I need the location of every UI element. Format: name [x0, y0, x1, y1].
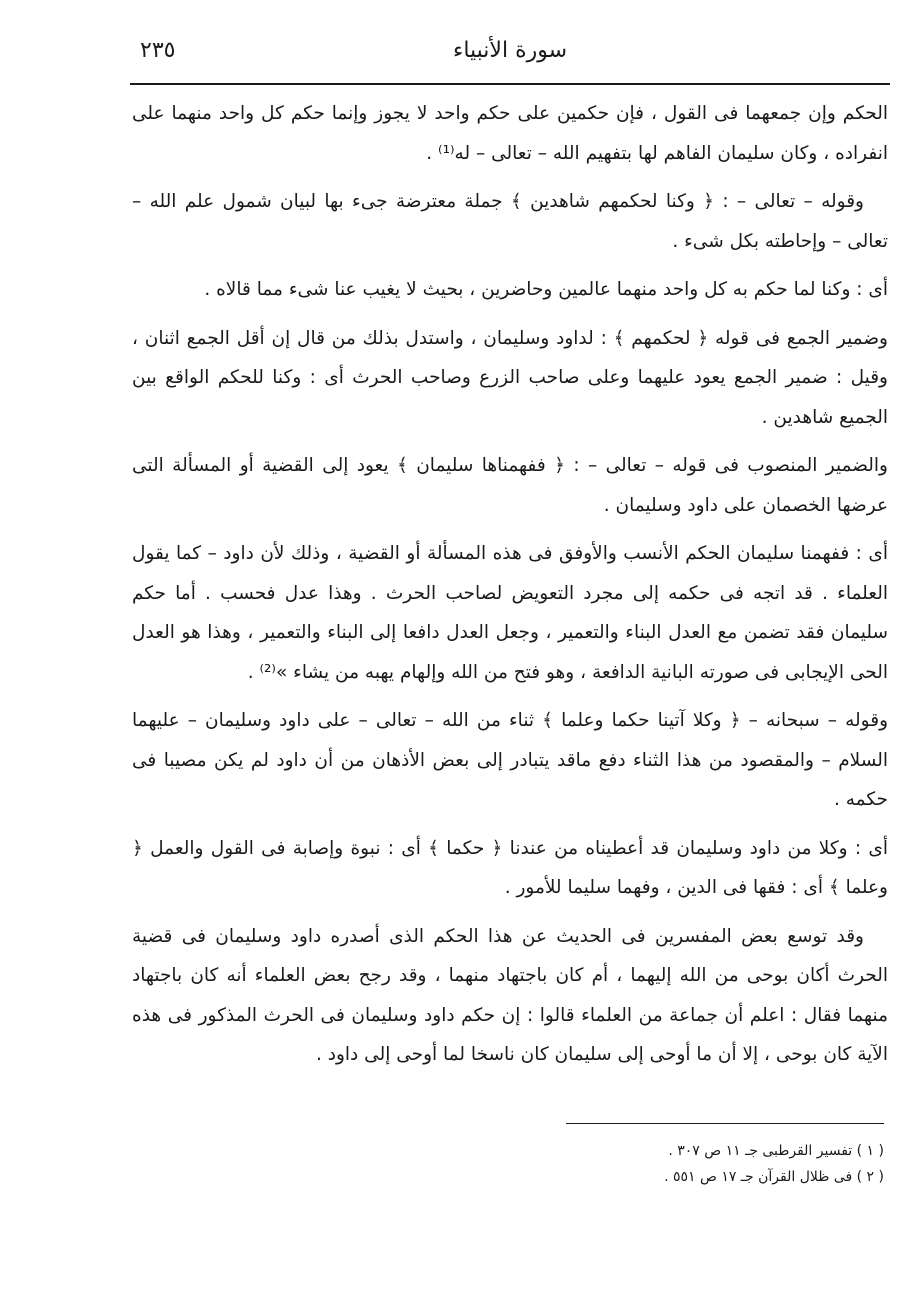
footnotes: [500, 1138, 884, 1190]
paragraph-1: الحكم وإن جمعهما فى القول ، فإن حكمين على حكم واحد لا يجوز وإنما حكم كل واحد منهما على انفراده ، وكان سليمان الفاهم لها بتفهيم الله – تعالى – له⁽¹⁾ .: [132, 103, 888, 164]
footnote-1: ( ١ ) تفسير القرطبى جـ ١١ ص ٣٠٧ .: [668, 1143, 884, 1159]
main-text: [132, 94, 888, 1084]
paragraph-6: أى : ففهمنا سليمان الحكم الأنسب والأوفق فى هذه المسألة أو القضية ، وذلك لأن داود – كما يقول العلماء . قد اتجه فى حكمه إلى مجرد التعويض لصاحب الحرث . وهذا عدل فحسب . أما حكم سليمان فقد تضمن مع العدل البناء والتعمير ، وجعل العدل دافعا إلى البناء والتعمير ، وهذا هو العدل الحى الإيجابى فى صورته البانية الدافعة ، وهو فتح من الله وإلهام يهبه من يشاء »⁽²⁾ .: [132, 543, 888, 683]
footnote-divider: [566, 1123, 884, 1124]
paragraph-9: وقد توسع بعض المفسرين فى الحديث عن هذا الحكم الذى أصدره داود وسليمان فى قضية الحرث أكان بوحى من الله إليهما ، أم كان باجتهاد منهما ، وقد رجح بعض العلماء أنه كان باجتهاد منهما فقال : اعلم أن جماعة من العلماء قالوا : إن حكم داود وسليمان فى الحرث المذكور فى هذه الآية كان بوحى ، إلا أن ما أوحى إلى سليمان كان ناسخا لما أوحى إلى داود .: [132, 925, 888, 1065]
paragraph-4: وضمير الجمع فى قوله ﴿ لحكمهم ﴾ : لداود وسليمان ، واستدل بذلك من قال إن أقل الجمع اثنان ، وقيل : ضمير الجمع يعود عليهما وعلى صاحب الزرع وصاحب الحرث أى : وكنا للحكم الواقع بين الجميع شاهدين .: [132, 327, 888, 428]
page-number: ٢٣٥: [140, 38, 176, 63]
page-header: [130, 38, 890, 78]
footnote-2: ( ٢ ) فى ظلال القرآن جـ ١٧ ص ٥٥١ .: [664, 1169, 884, 1185]
paragraph-3: أى : وكنا لما حكم به كل واحد منهما عالمين وحاضرين ، بحيث لا يغيب عنا شىء مما قالاه .: [204, 279, 888, 300]
paragraph-7: وقوله – سبحانه – ﴿ وكلا آتينا حكما وعلما ﴾ ثناء من الله – تعالى – على داود وسليمان – عليهما السلام – والمقصود من هذا الثناء دفع ماقد يتبادر إلى بعض الأذهان من أن داود لم يكن مصيبا فى حكمه .: [132, 710, 888, 810]
header-divider: [130, 83, 890, 85]
paragraph-8: أى : وكلا من داود وسليمان قد أعطيناه من عندنا ﴿ حكما ﴾ أى : نبوة وإصابة فى القول والعمل ﴿ وعلما ﴾ أى : فقها فى الدين ، وفهما سليما للأمور .: [132, 837, 888, 898]
paragraph-5: والضمير المنصوب فى قوله – تعالى – : ﴿ ففهمناها سليمان ﴾ يعود إلى القضية أو المسألة التى عرضها الخصمان على داود وسليمان .: [132, 455, 888, 516]
surah-title: سورة الأنبياء: [452, 38, 568, 63]
paragraph-2: وقوله – تعالى – : ﴿ وكنا لحكمهم شاهدين ﴾ جملة معترضة جىء بها لبيان شمول علم الله – تعالى – وإحاطته بكل شىء .: [132, 191, 888, 252]
